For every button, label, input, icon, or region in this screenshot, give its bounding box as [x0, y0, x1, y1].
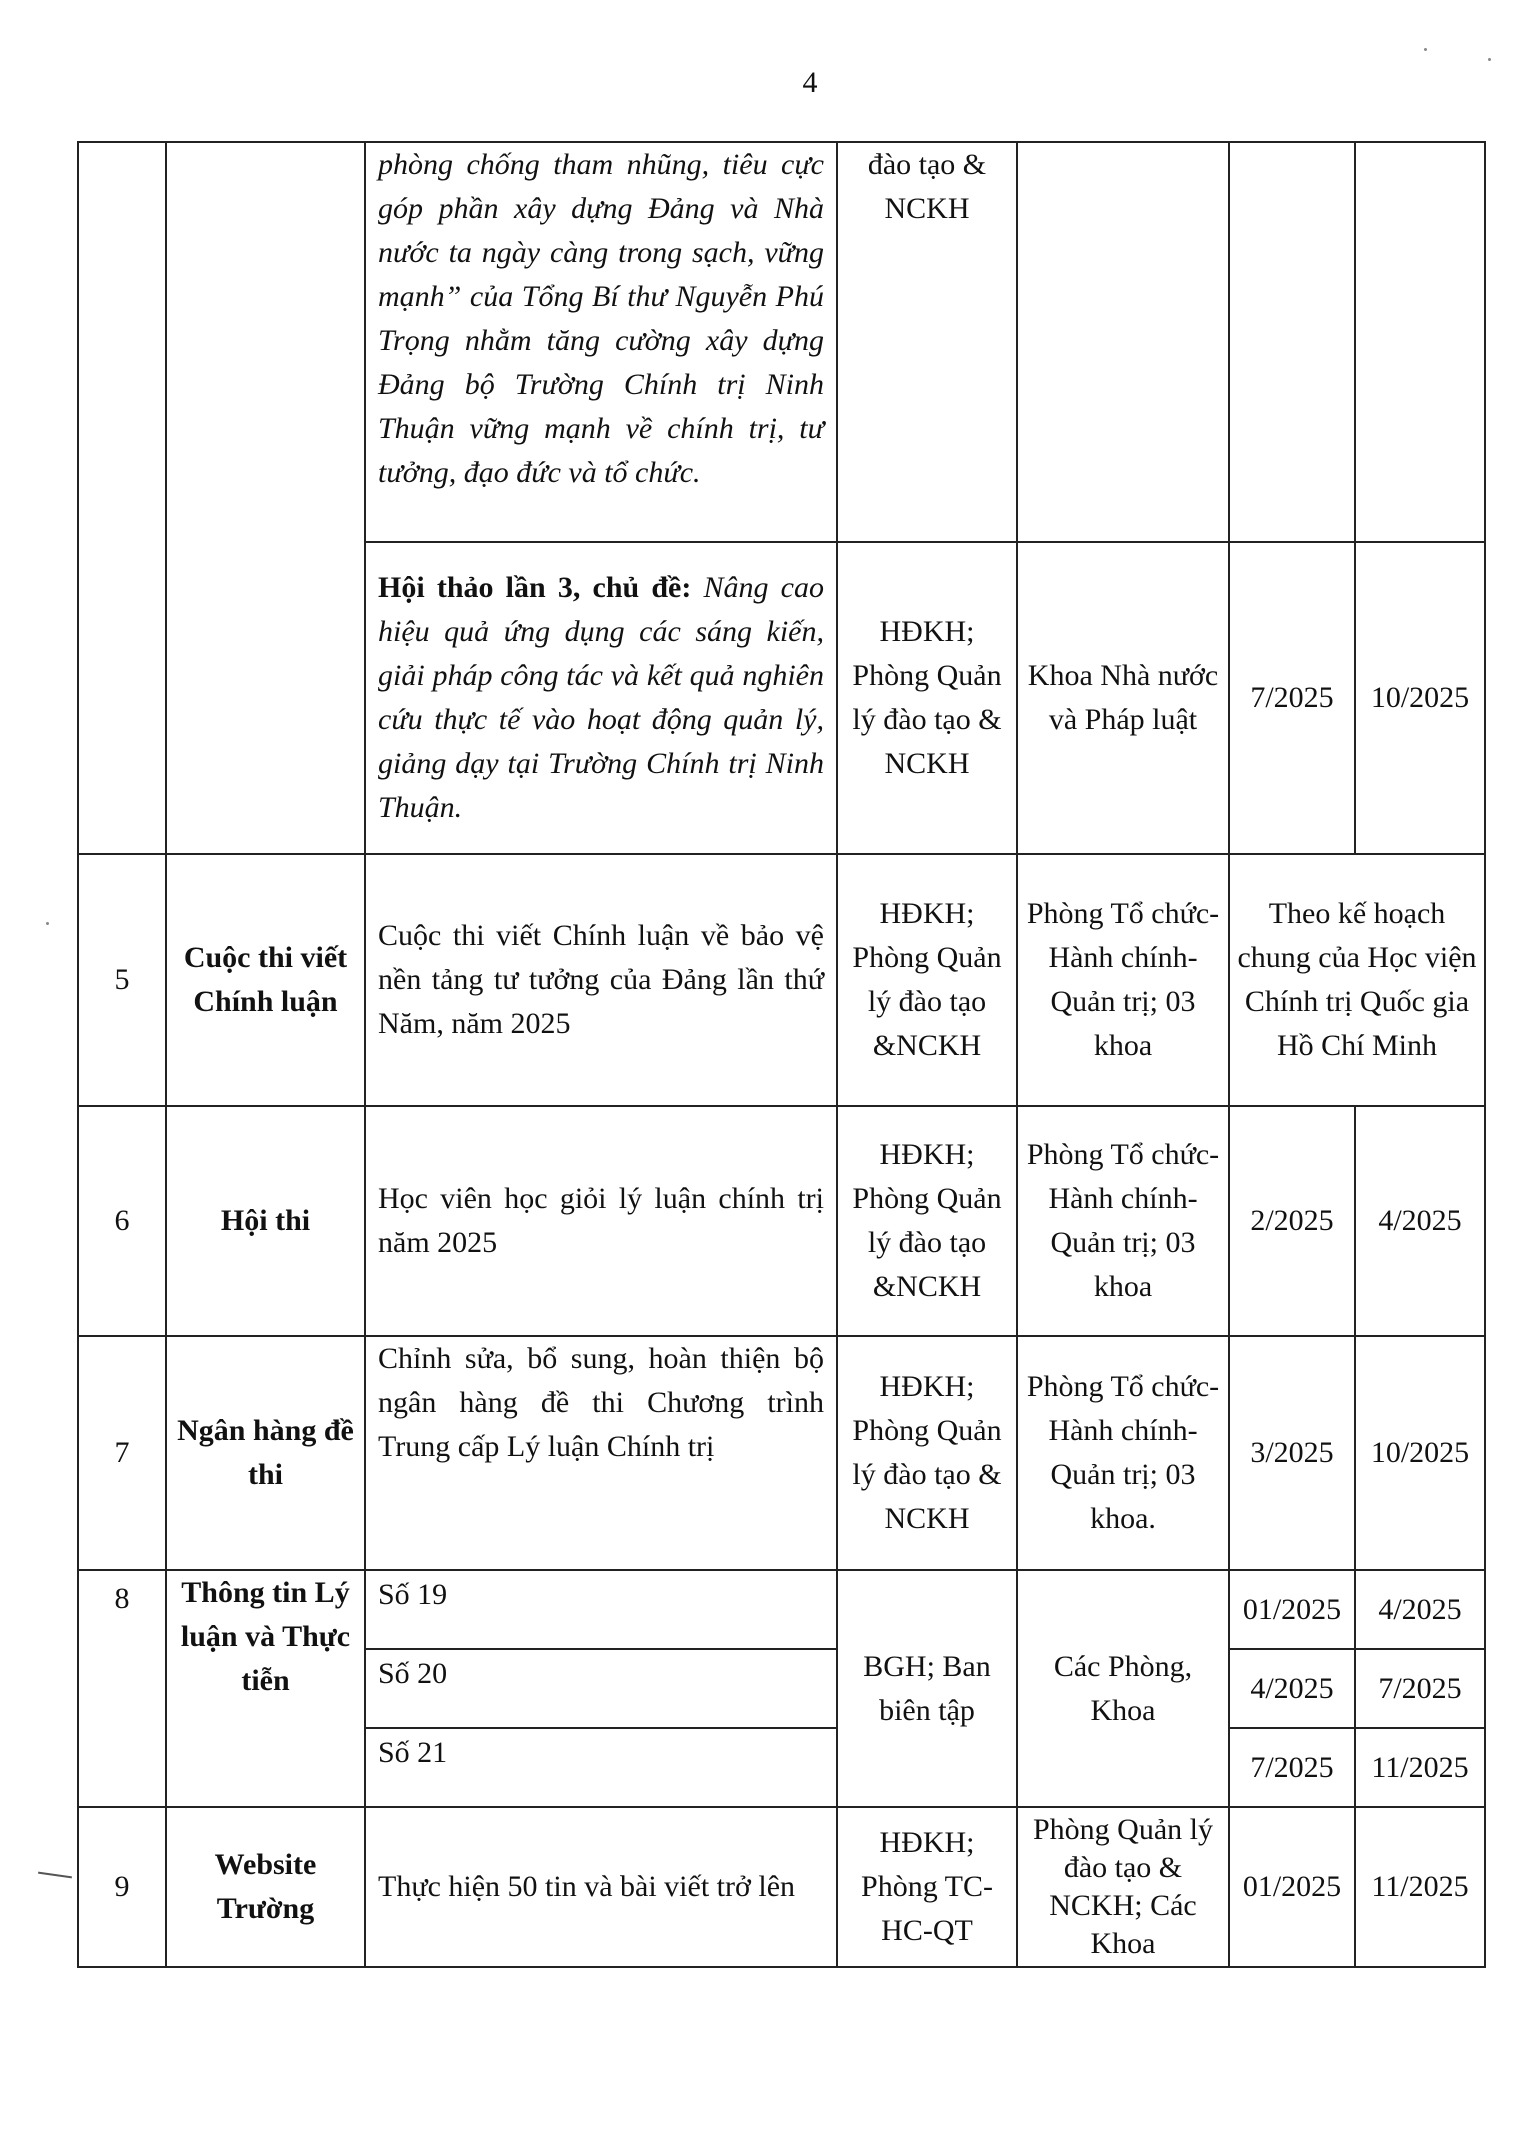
scan-mark — [38, 1872, 72, 1879]
activity-content: Học viên học giỏi lý luận chính trị năm 2025 — [365, 1106, 837, 1336]
host-unit: đào tạo & NCKH — [837, 142, 1017, 542]
issue-content: Số 19 — [365, 1570, 837, 1649]
table-row — [78, 142, 1485, 542]
cooperating-unit: Phòng Tổ chức-Hành chính-Quản trị; 03 khoa. — [1017, 1336, 1229, 1570]
activity-type: Ngân hàng đề thi — [166, 1336, 365, 1570]
activity-content: Cuộc thi viết Chính luận về bảo vệ nền tảng tư tưởng của Đảng lần thứ Năm, năm 2025 — [365, 854, 837, 1106]
row-number — [78, 142, 166, 854]
activity-type: Cuộc thi viết Chính luận — [166, 854, 365, 1106]
start-date: 7/2025 — [1229, 542, 1355, 854]
table-row — [78, 1807, 1485, 1967]
scan-speck — [46, 922, 49, 925]
cooperating-unit — [1017, 142, 1229, 542]
activity-content: Chỉnh sửa, bổ sung, hoàn thiện bộ ngân hàng đề thi Chương trình Trung cấp Lý luận Chính trị — [365, 1336, 837, 1570]
host-unit: HĐKH; Phòng Quản lý đào tạo & NCKH — [837, 1336, 1017, 1570]
start-date — [1229, 142, 1355, 542]
row-number: 6 — [78, 1106, 166, 1336]
table-row — [78, 1570, 1485, 1649]
host-unit: HĐKH; Phòng TC-HC-QT — [837, 1807, 1017, 1967]
activity-type: Thông tin Lý luận và Thực tiễn — [166, 1570, 365, 1807]
end-date: 4/2025 — [1355, 1106, 1485, 1336]
activity-type — [166, 142, 365, 854]
cooperating-unit: Các Phòng, Khoa — [1017, 1570, 1229, 1807]
scan-speck — [1488, 58, 1491, 61]
host-unit: HĐKH; Phòng Quản lý đào tạo &NCKH — [837, 854, 1017, 1106]
row-number: 9 — [78, 1807, 166, 1967]
start-date: 2/2025 — [1229, 1106, 1355, 1336]
cooperating-unit: Phòng Quản lý đào tạo & NCKH; Các Khoa — [1017, 1807, 1229, 1967]
start-date: 01/2025 — [1229, 1807, 1355, 1967]
start-date: 7/2025 — [1229, 1728, 1355, 1807]
end-date: 11/2025 — [1355, 1728, 1485, 1807]
row-number: 5 — [78, 854, 166, 1106]
activity-content — [365, 542, 837, 854]
end-date: 11/2025 — [1355, 1807, 1485, 1967]
issue-content: Số 21 — [365, 1728, 837, 1807]
table-row — [78, 1336, 1485, 1570]
activity-content: Thực hiện 50 tin và bài viết trở lên — [365, 1807, 837, 1967]
cooperating-unit: Phòng Tổ chức-Hành chính-Quản trị; 03 khoa — [1017, 854, 1229, 1106]
start-date: 01/2025 — [1229, 1570, 1355, 1649]
end-date: 4/2025 — [1355, 1570, 1485, 1649]
time-note: Theo kế hoạch chung của Học viện Chính trị Quốc gia Hồ Chí Minh — [1229, 854, 1485, 1106]
host-unit: HĐKH; Phòng Quản lý đào tạo & NCKH — [837, 542, 1017, 854]
activity-type: Website Trường — [166, 1807, 365, 1967]
table-row — [78, 854, 1485, 1106]
activity-type: Hội thi — [166, 1106, 365, 1336]
end-date: 10/2025 — [1355, 1336, 1485, 1570]
start-date: 4/2025 — [1229, 1649, 1355, 1728]
issue-content: Số 20 — [365, 1649, 837, 1728]
plan-table — [77, 141, 1486, 1968]
end-date: 7/2025 — [1355, 1649, 1485, 1728]
cooperating-unit: Phòng Tổ chức-Hành chính-Quản trị; 03 khoa — [1017, 1106, 1229, 1336]
seminar-title: Hội thảo lần 3, chủ đề: — [378, 571, 692, 604]
cooperating-unit: Khoa Nhà nước và Pháp luật — [1017, 542, 1229, 854]
activity-content: phòng chống tham nhũng, tiêu cực góp phần xây dựng Đảng và Nhà nước ta ngày càng trong sạch, vững mạnh” của Tổng Bí thư Nguyễn Phú Trọng nhằm tăng cường xây dựng Đảng bộ Trường Chính trị Ninh Thuận vững mạnh về chính trị, tư tưởng, đạo đức và tổ chức. — [365, 142, 837, 542]
end-date — [1355, 142, 1485, 542]
page-number: 4 — [802, 66, 818, 99]
row-number: 7 — [78, 1336, 166, 1570]
scan-speck — [1424, 48, 1427, 51]
host-unit: HĐKH; Phòng Quản lý đào tạo &NCKH — [837, 1106, 1017, 1336]
seminar-topic: Nâng cao hiệu quả ứng dụng các sáng kiến, giải pháp công tác và kết quả nghiên cứu thực tế vào hoạt động quản lý, giảng dạy tại Trường Chính trị Ninh Thuận. — [378, 571, 825, 824]
host-unit: BGH; Ban biên tập — [837, 1570, 1017, 1807]
row-number: 8 — [78, 1570, 166, 1807]
start-date: 3/2025 — [1229, 1336, 1355, 1570]
end-date: 10/2025 — [1355, 542, 1485, 854]
table-row — [78, 1106, 1485, 1336]
